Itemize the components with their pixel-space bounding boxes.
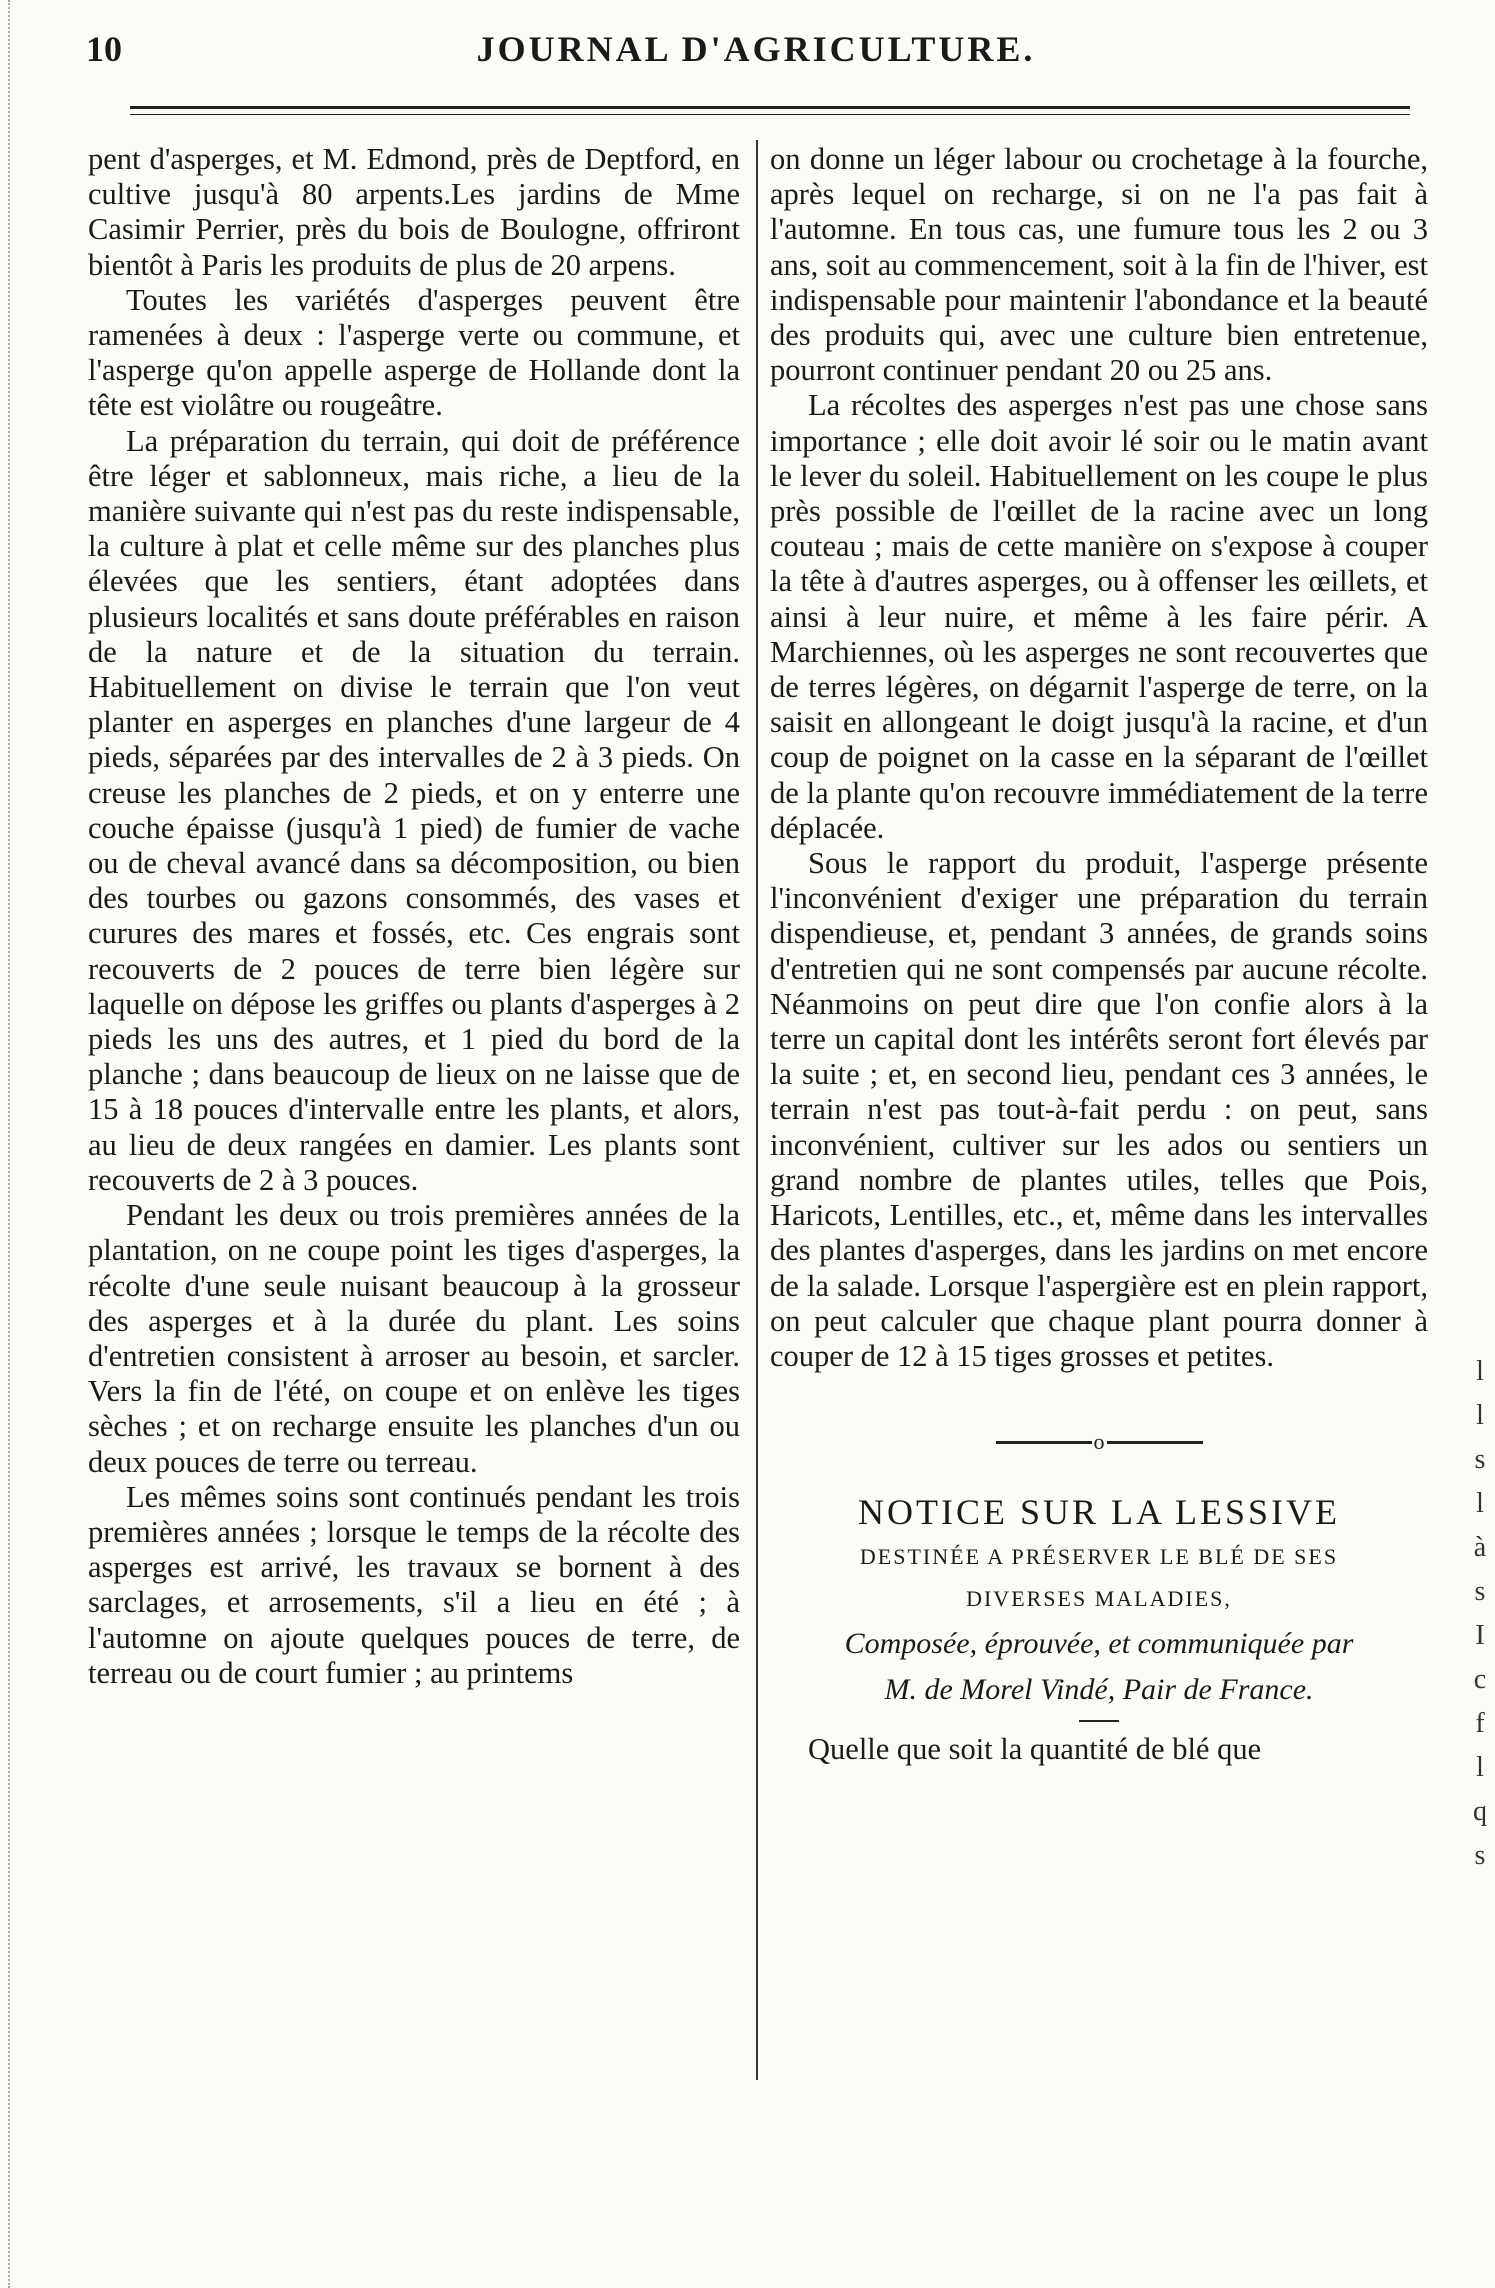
margin-letter: c [1473,1664,1487,1695]
paragraph: on donne un léger labour ou crochetage à la fourche, après lequel on recharge, si on ne l'a pas fait à l'automne. En tous cas, une fumure tous les 2 ou 3 ans, soit au commencement, soit à la fin de l'hiver, est indispensable pour maintenir l'abondance et la beauté des produits qui, avec une culture bien entretenue, pourront continuer pendant 20 ou 25 ans. [770,142,1428,388]
header-rule [130,106,1410,115]
section-ornament [770,1429,1428,1455]
margin-letter: l [1476,1752,1484,1783]
margin-letter: q [1473,1796,1487,1827]
margin-letter: l [1476,1400,1484,1431]
column-divider [756,140,758,2080]
margin-letter: s [1474,1576,1486,1607]
paragraph: La préparation du terrain, qui doit de préférence être léger et sablonneux, mais riche, a lieu de la manière suivante qui n'est pas du reste indispensable, la culture à plat et celle même sur des planches plus élevées que les sentiers, étant adoptées dans plusieurs localités et sans doute préférables en raison de la nature et de la situation du terrain. Habituellement on divise le terrain que l'on veut planter en asperges en planches d'une largeur de 4 pieds, séparées par des intervalles de 2 à 3 pieds. On creuse les planches de 2 pieds, et on y enterre une couche épaisse (jusqu'à 1 pied) de fumier de vache ou de cheval avancé dans sa décomposition, ou bien des tourbes ou gazons consommés, des vases et curures des mares et fossés, etc. Ces engrais sont recouverts de 2 pouces de terre bien légère sur laquelle on dépose les griffes ou plants d'asperges à 2 pieds les uns des autres, et 1 pied du bord de la planche ; dans beaucoup de lieux on ne laisse que de 15 à 18 pouces d'intervalle entre les plants, et alors, au lieu de deux rangées en damier. Les plants sont recouverts de 2 à 3 pouces. [88,423,740,1197]
paragraph: Sous le rapport du produit, l'asperge présente l'inconvénient d'exiger une préparation du terrain dispendieuse, et, pendant 3 années, de grands soins d'entretien qui ne sont compensés par aucune récolte. Néanmoins on peut dire que l'on confie alors à la terre un capital dont les intérêts seront fort élevés par la suite ; et, en second lieu, pendant ces 3 années, le terrain n'est pas tout-à-fait perdu : on peut, sans inconvénient, cultiver sur les ados ou sentiers un grand nombre de plantes utiles, telles que Pois, Haricots, Lentilles, etc., et, même dans les intervalles des plantes d'asperges, dans les jardins on met encore de la salade. Lorsque l'aspergière est en plein rapport, on peut calculer que chaque plant pourra donner à couper de 12 à 15 tiges grosses et petites. [770,846,1428,1373]
ornament-line [996,1441,1092,1444]
margin-letter: I [1475,1620,1485,1651]
notice-byline-line1: Composée, éprouvée, et communiquée par [844,1627,1354,1661]
page-number: 10 [86,29,122,69]
ornament-circle-icon: o [1093,1429,1105,1455]
notice-subtitle-line2: DIVERSES MALADIES, [966,1586,1232,1612]
notice-byline-line2: M. de Morel Vindé, Pair de France. [884,1673,1314,1707]
notice-title: NOTICE SUR LA LESSIVE [857,1492,1340,1533]
margin-letter: s [1474,1444,1486,1475]
right-column [770,142,1428,1767]
page-edge-scan-artifact [8,0,16,2288]
margin-letter: l [1476,1488,1484,1519]
paragraph: Toutes les variétés d'asperges peuvent être ramenées à deux : l'asperge verte ou commune, et l'asperge qu'on appelle asperge de Hollande dont la tête est violâtre ou rougeâtre. [88,282,740,423]
adjacent-page-margin-letters [1470,1350,1490,1878]
margin-letter: s [1474,1840,1486,1871]
paragraph: Les mêmes soins sont continués pendant les trois premières années ; lorsque le temps de la récolte des asperges est arrivé, les travaux se bornent à des sarclages, et arrosements, s'il a lieu en été ; à l'automne on ajoute quelques pouces de terre, de terreau ou de court fumier ; au printems [88,1479,740,1690]
margin-letter: l [1476,1356,1484,1387]
ornament-line [1107,1441,1203,1444]
margin-letter: f [1475,1708,1485,1739]
left-column [88,142,740,1691]
short-rule [1079,1720,1119,1722]
paragraph: Pendant les deux ou trois premières années de la plantation, on ne coupe point les tiges d'asperges, la récolte d'une seule nuisant beaucoup à la grosseur des asperges et à la durée du plant. Les soins d'entretien consistent à arroser au besoin, et sarcler. Vers la fin de l'été, on coupe et on enlève les tiges sèches ; et on recharge ensuite les planches d'un ou deux pouces de terre ou terreau. [88,1198,740,1479]
paragraph: La récoltes des asperges n'est pas une chose sans importance ; elle doit avoir lé soir ou le matin avant le lever du soleil. Habituellement on les coupe le plus près possible de l'œillet de la racine avec un long couteau ; mais de cette manière on s'expose à couper la tête à d'autres asperges, ou à offenser les œillets, et ainsi à leur nuire, et même à les faire périr. A Marchiennes, où les asperges ne sont recouvertes que de terres légères, on dégarnit l'asperge de terre, on la saisit en allongeant le doigt jusqu'à la racine, et d'un coup de poignet on la casse en la séparant de l'œillet de la plante qu'on recouvre immédiatement de la terre déplacée. [770,388,1428,845]
notice-opening-paragraph: Quelle que soit la quantité de blé que [808,1732,1262,1767]
page-header [86,28,1426,78]
margin-letter: à [1473,1532,1487,1563]
notice-subtitle-line1: DESTINÉE A PRÉSERVER LE BLÉ DE SES [859,1544,1339,1570]
paragraph: pent d'asperges, et M. Edmond, près de Deptford, en cultive jusqu'à 80 arpents.Les jardins de Mme Casimir Perrier, près du bois de Boulogne, offriront bientôt à Paris les produits de plus de 20 arpens. [88,142,740,282]
journal-title: JOURNAL D'AGRICULTURE. [476,29,1036,69]
